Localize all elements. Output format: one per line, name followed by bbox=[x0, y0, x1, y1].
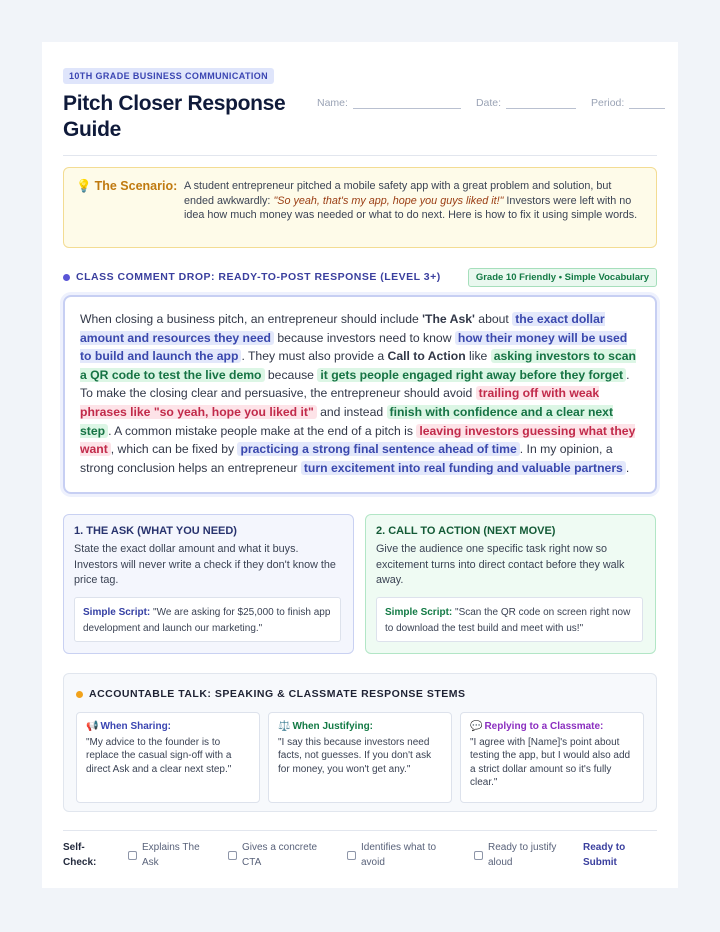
worksheet-page bbox=[42, 42, 678, 888]
self-check-item-label: Identifies what to avoid bbox=[361, 842, 437, 868]
checkbox-icon[interactable] bbox=[228, 851, 237, 860]
student-info-fields bbox=[317, 97, 680, 109]
comment-text: When closing a business pitch, an entrepreneur should include bbox=[80, 312, 423, 326]
key-term: 'The Ask' bbox=[422, 312, 475, 326]
the-ask-script bbox=[74, 597, 341, 642]
highlight-blue: practicing a strong final sentence ahead of time bbox=[237, 442, 519, 456]
self-check-item[interactable] bbox=[128, 840, 210, 870]
scenario-quote: "So yeah, that's my app, hope you guys liked it!" bbox=[273, 194, 504, 207]
comment-section-header bbox=[63, 267, 657, 287]
scenario-heading bbox=[76, 179, 184, 236]
call-to-action-card bbox=[365, 514, 656, 654]
lightbulb-icon: 💡 bbox=[76, 179, 92, 193]
ready-to-submit[interactable]: Ready to Submit bbox=[583, 842, 626, 868]
comment-text: because bbox=[264, 367, 318, 382]
name-line bbox=[353, 101, 461, 109]
self-check-label: Self-Check: bbox=[63, 842, 97, 868]
page-title: Pitch Closer Response Guide bbox=[63, 92, 286, 141]
self-check-item[interactable] bbox=[474, 840, 569, 870]
stem-when-sharing bbox=[76, 712, 260, 803]
stem-label: When Sharing: bbox=[100, 721, 172, 732]
stem-text: "I agree with [Name]'s point about testing the app, but I would also add a strict dollar amount so it's fully clear." bbox=[470, 737, 631, 788]
the-ask-body: State the exact dollar amount and what it buys. Investors will never write a check if they don't know the price tag. bbox=[74, 543, 336, 586]
comment-text: . In my opinion, a strong conclusion helps an entrepreneur bbox=[80, 442, 613, 475]
self-check-item-label: Gives a concrete CTA bbox=[242, 842, 318, 868]
comment-section-title: CLASS COMMENT DROP: READY-TO-POST RESPONSE (LEVEL 3+) bbox=[76, 271, 441, 283]
comment-text: , which can be fixed by bbox=[110, 442, 238, 457]
script-label: Simple Script: bbox=[83, 607, 151, 618]
grade-level-pill: Grade 10 Friendly • Simple Vocabulary bbox=[468, 268, 657, 287]
stem-when-justifying bbox=[268, 712, 452, 803]
stem-replying-to-classmate bbox=[460, 712, 644, 803]
script-text: "We are asking for $25,000 to finish app development and launch our marketing." bbox=[83, 607, 331, 634]
response-stems bbox=[76, 712, 644, 803]
key-term: Call to Action bbox=[387, 349, 466, 364]
date-field[interactable] bbox=[476, 97, 576, 109]
self-check-item[interactable] bbox=[347, 840, 457, 870]
megaphone-icon: 📢 bbox=[86, 721, 99, 732]
comment-text: . A common mistake people make at the end of a pitch is bbox=[108, 423, 417, 438]
dot-icon bbox=[76, 691, 83, 698]
scenario-text bbox=[184, 179, 644, 236]
highlight-green: finish with confidence and a clear next step bbox=[80, 404, 614, 438]
header-divider bbox=[63, 155, 657, 156]
highlight-blue: how their money will be used to build and launch the app bbox=[80, 330, 628, 364]
stem-heading bbox=[278, 721, 442, 732]
comment-text: . They must also provide a bbox=[241, 349, 388, 364]
comment-text: . bbox=[625, 460, 630, 475]
accountable-talk-title: ACCOUNTABLE TALK: SPEAKING & CLASSMATE RESPONSE STEMS bbox=[89, 688, 466, 700]
script-text: "Scan the QR code on screen right now to download the test build and meet with us!" bbox=[385, 607, 631, 634]
date-label: Date: bbox=[475, 97, 502, 109]
accountable-talk-header bbox=[76, 687, 644, 701]
checkbox-icon[interactable] bbox=[347, 851, 356, 860]
dot-icon bbox=[63, 274, 70, 281]
highlight-red: leaving investors guessing what they want bbox=[80, 423, 636, 457]
the-ask-title: 1. THE ASK (WHAT YOU NEED) bbox=[74, 525, 237, 537]
highlight-blue: turn excitement into real funding and valuable partners bbox=[301, 461, 626, 475]
scenario-heading-label: The Scenario: bbox=[94, 179, 178, 193]
stem-label: When Justifying: bbox=[292, 721, 374, 732]
name-label: Name: bbox=[317, 97, 348, 109]
self-check-item[interactable] bbox=[228, 840, 328, 870]
highlight-blue: the exact dollar amount and resources they need bbox=[80, 312, 605, 345]
course-badge: 10TH GRADE BUSINESS COMMUNICATION bbox=[63, 68, 274, 84]
self-check-item-label: Explains The Ask bbox=[142, 842, 200, 868]
the-ask-card bbox=[63, 514, 354, 654]
checkbox-icon[interactable] bbox=[128, 851, 137, 860]
self-check-item-label: Ready to justify aloud bbox=[488, 842, 557, 868]
highlight-green: asking investors to scan a QR code to test the live demo bbox=[80, 349, 636, 382]
period-line bbox=[629, 101, 665, 109]
comment-text: about bbox=[474, 312, 513, 326]
stem-label: Replying to a Classmate: bbox=[484, 721, 604, 732]
ready-to-post-response[interactable] bbox=[63, 295, 657, 494]
call-to-action-title: 2. CALL TO ACTION (NEXT MOVE) bbox=[376, 525, 556, 537]
scenario-box bbox=[63, 167, 657, 248]
highlight-green: it gets people engaged right away before they forget bbox=[317, 368, 626, 382]
comment-text: like bbox=[465, 349, 491, 364]
script-label: Simple Script: bbox=[385, 607, 453, 618]
comment-text: and instead bbox=[316, 404, 387, 419]
scenario-text-after: Investors were left with no idea how much money was needed or what to do next. Here is how to fix it using simple words. bbox=[184, 194, 638, 221]
stem-text: "I say this because investors need facts, not guesses. If you don't ask for money, you won't get any." bbox=[278, 737, 432, 775]
accountable-talk-section bbox=[63, 673, 657, 812]
comment-text: because investors need to know bbox=[274, 330, 455, 345]
stem-heading bbox=[470, 721, 634, 732]
speech-bubble-icon: 💬 bbox=[470, 721, 483, 732]
footer-divider bbox=[63, 830, 657, 831]
stem-heading bbox=[86, 721, 250, 732]
checkbox-icon[interactable] bbox=[474, 851, 483, 860]
date-line bbox=[506, 101, 576, 109]
call-to-action-body: Give the audience one specific task right now so excitement turns into direct contact before they walk away. bbox=[376, 543, 625, 586]
call-to-action-script bbox=[376, 597, 643, 642]
period-field[interactable] bbox=[591, 97, 665, 109]
highlight-red: trailing off with weak phrases like "so yeah, hope you liked it" bbox=[80, 386, 600, 419]
scenario-text-before: A student entrepreneur pitched a mobile safety app with a great problem and solution, but ended awkwardly: bbox=[184, 180, 612, 207]
scales-icon: ⚖️ bbox=[278, 721, 291, 732]
period-label: Period: bbox=[591, 97, 625, 109]
name-field[interactable] bbox=[317, 97, 461, 109]
comment-text: . To make the closing clear and persuasive, the entrepreneur should avoid bbox=[80, 367, 630, 401]
stem-text: "My advice to the founder is to replace the casual sign-off with a direct Ask and a clear next step." bbox=[86, 737, 232, 775]
